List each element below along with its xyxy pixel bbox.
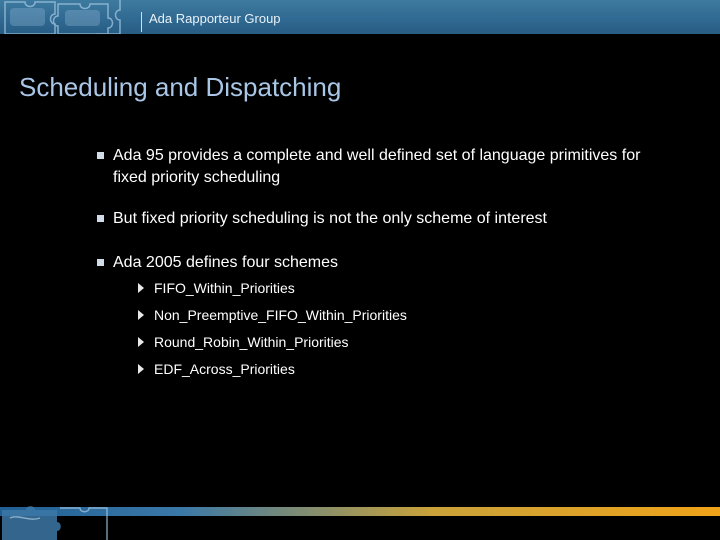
- header-divider: [141, 12, 142, 32]
- triangle-arrow-icon: [138, 310, 144, 320]
- slide-title: Scheduling and Dispatching: [19, 72, 342, 102]
- square-bullet-icon: [97, 259, 104, 266]
- sub-bullet-text: Round_Robin_Within_Priorities: [154, 334, 349, 350]
- sub-bullet-item: [138, 279, 295, 297]
- sub-bullet-text: FIFO_Within_Priorities: [154, 280, 295, 296]
- bullet-text: Ada 95 provides a complete and well defined set of language primitives for fixed priority scheduling: [113, 147, 641, 186]
- puzzle-pieces-icon: [0, 0, 135, 34]
- triangle-arrow-icon: [138, 283, 144, 293]
- bullet-item: [97, 145, 657, 189]
- puzzle-pieces-icon: [0, 504, 110, 540]
- square-bullet-icon: [97, 152, 104, 159]
- triangle-arrow-icon: [138, 337, 144, 347]
- bullet-item: [97, 208, 657, 230]
- sub-bullet-item: [138, 360, 295, 378]
- square-bullet-icon: [97, 215, 104, 222]
- sub-bullet-item: [138, 333, 349, 351]
- bullet-item: [97, 252, 657, 274]
- bullet-text: Ada 2005 defines four schemes: [113, 254, 339, 271]
- sub-bullet-text: EDF_Across_Priorities: [154, 361, 295, 377]
- group-name: Ada Rapporteur Group: [149, 11, 281, 26]
- sub-bullet-text: Non_Preemptive_FIFO_Within_Priorities: [154, 307, 407, 323]
- triangle-arrow-icon: [138, 364, 144, 374]
- header-bar: [0, 0, 720, 34]
- bullet-text: But fixed priority scheduling is not the only scheme of interest: [113, 210, 547, 227]
- sub-bullet-item: [138, 306, 407, 324]
